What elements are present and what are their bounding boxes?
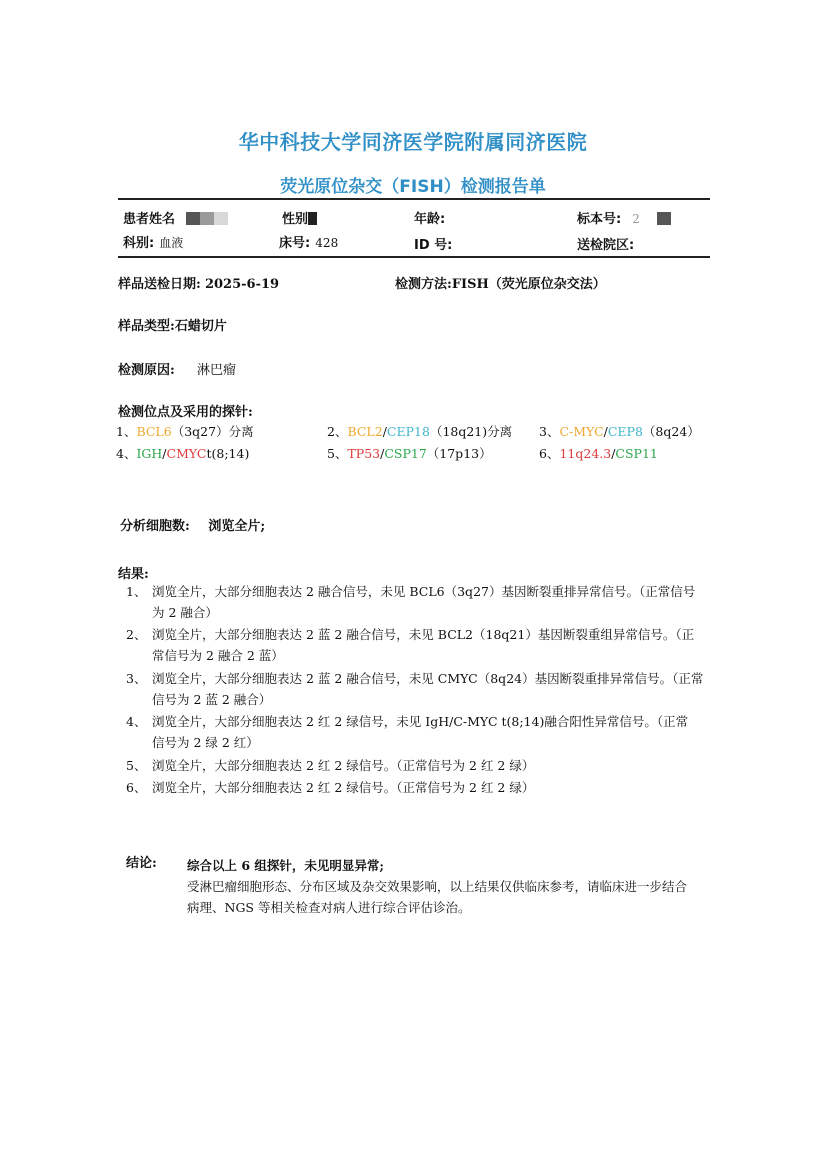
result-num: 5、: [126, 758, 147, 773]
result-text: 浏览全片，大部分细胞表达 2 红 2 绿信号。（正常信号为 2 红 2 绿）: [152, 758, 535, 773]
probe-num: 3、: [539, 424, 560, 439]
probe-sep: /: [611, 446, 616, 461]
specimen-no-label: 标本号:: [577, 212, 622, 227]
specimen-no-value: 2: [632, 212, 640, 226]
result-num: 3、: [126, 671, 147, 686]
date-value: 2025-6-19: [204, 277, 280, 292]
patient-name: [123, 208, 228, 227]
result-item: [126, 711, 766, 753]
probe-sep: /: [603, 424, 608, 439]
probe-num: 2、: [327, 424, 348, 439]
result-num: 1、: [126, 584, 147, 599]
probe-rest: （8q24）: [642, 424, 700, 439]
bed-number: [279, 232, 338, 251]
probe-sep: /: [162, 446, 167, 461]
result-num: 6、: [126, 780, 147, 795]
bed-value: 428: [315, 236, 339, 250]
result-text-cont: 为 2 融合）: [152, 605, 218, 620]
age-label: 年龄:: [414, 212, 446, 227]
test-reason: [118, 359, 236, 378]
specimen-redaction: [657, 212, 671, 225]
probe-cep: CEP8: [607, 424, 643, 439]
result-text: 浏览全片，大部分细胞表达 2 融合信号，未见 BCL6（3q27）基因断裂重排异常信号。（正常信号: [152, 584, 696, 599]
sex-redaction: [308, 212, 317, 225]
hospital-area-label: 送检院区:: [577, 238, 635, 253]
probe-sep: /: [380, 446, 385, 461]
result-item: [126, 668, 766, 710]
probe-gene: BCL2: [347, 424, 383, 439]
probe-num: 1、: [116, 424, 137, 439]
probe-rest: （18q21)分离: [429, 424, 513, 439]
result-num: 2、: [126, 627, 147, 642]
result-text-cont: 信号为 2 蓝 2 融合）: [152, 692, 272, 707]
probe-4: [116, 444, 249, 462]
sample-type: [118, 315, 227, 334]
hospital-title: 华中科技大学同济医学院附属同济医院: [238, 130, 588, 154]
results-label: 结果:: [118, 567, 149, 582]
sample-date: [118, 273, 279, 292]
analysis-cells: [120, 515, 265, 534]
patient-sex: [282, 208, 317, 227]
probe-gene: TP53: [347, 446, 381, 461]
probe-gene: C-MYC: [559, 424, 604, 439]
sex-label: 性别: [282, 212, 309, 227]
probe-cep: CMYC: [166, 446, 207, 461]
conclusion-note-1: 受淋巴瘤细胞形态、分布区域及杂交效果影响，以上结果仅供临床参考，请临床进一步结合: [187, 879, 688, 894]
result-text: 浏览全片，大部分细胞表达 2 蓝 2 融合信号，未见 BCL2（18q21）基因断裂重组异常信号。（正: [152, 627, 695, 642]
probe-5: [327, 444, 492, 462]
name-redaction: [186, 208, 228, 227]
top-rule: [118, 198, 710, 200]
probe-rest: t(8;14): [206, 446, 250, 461]
result-text-cont: 信号为 2 绿 2 红）: [152, 735, 259, 750]
bed-label: 床号:: [279, 236, 311, 251]
bottom-rule: [118, 256, 710, 258]
result-text: 浏览全片，大部分细胞表达 2 红 2 绿信号，未见 IgH/C-MYC t(8;14)融合阳性异常信号。（正常: [152, 714, 689, 729]
probes-label: 检测位点及采用的探针:: [118, 405, 253, 420]
analysis-label: 分析细胞数:: [120, 519, 190, 534]
probe-rest: （17p13）: [426, 446, 492, 461]
result-text-cont: 常信号为 2 融合 2 蓝）: [152, 648, 284, 663]
result-num: 4、: [126, 714, 147, 729]
reason-value: 淋巴瘤: [196, 363, 236, 378]
conclusion-note-2: 病理、NGS 等相关检查对病人进行综合评估诊治。: [187, 900, 471, 915]
department: [123, 232, 183, 251]
id-label: ID 号:: [414, 238, 453, 253]
result-item: [126, 777, 766, 798]
probe-gene: IGH: [136, 446, 163, 461]
method-value: FISH（荧光原位杂交法）: [451, 277, 606, 292]
dept-value: 血液: [159, 236, 184, 250]
probe-num: 4、: [116, 446, 137, 461]
patient-name-label: 患者姓名: [123, 212, 176, 227]
probe-2: [327, 422, 512, 440]
result-text: 浏览全片，大部分细胞表达 2 蓝 2 融合信号，未见 CMYC（8q24）基因断裂重排异常信号。（正常: [152, 671, 704, 686]
specimen-no: [577, 208, 671, 227]
report-title: 荧光原位杂交（FISH）检测报告单: [280, 177, 546, 197]
probe-cep: CSP11: [615, 446, 658, 461]
conclusion-label: 结论:: [126, 856, 157, 871]
probe-cep: CSP17: [384, 446, 427, 461]
analysis-value: 浏览全片;: [208, 519, 266, 534]
date-label: 样品送检日期:: [118, 277, 201, 292]
test-method: [395, 273, 606, 292]
probe-gene: BCL6: [136, 424, 172, 439]
sample-type-value: 石蜡切片: [174, 319, 227, 334]
probe-cep: CEP18: [386, 424, 430, 439]
result-item: [126, 755, 766, 776]
probe-sep: /: [382, 424, 387, 439]
conclusion-body: [187, 855, 787, 918]
probe-gene: 11q24.3: [559, 446, 612, 461]
probe-num: 6、: [539, 446, 560, 461]
probe-1: [116, 422, 254, 440]
result-text: 浏览全片，大部分细胞表达 2 红 2 绿信号。（正常信号为 2 红 2 绿）: [152, 780, 535, 795]
probe-rest: （3q27）分离: [171, 424, 254, 439]
conclusion-main: 综合以上 6 组探针，未见明显异常;: [187, 858, 385, 873]
probe-3: [539, 422, 700, 440]
reason-label: 检测原因:: [118, 363, 175, 378]
sample-type-label: 样品类型:: [118, 319, 175, 334]
result-item: [126, 581, 766, 623]
probe-6: [539, 444, 658, 462]
result-item: [126, 624, 766, 666]
dept-label: 科别:: [123, 236, 155, 251]
probe-num: 5、: [327, 446, 348, 461]
method-label: 检测方法:: [395, 277, 452, 292]
